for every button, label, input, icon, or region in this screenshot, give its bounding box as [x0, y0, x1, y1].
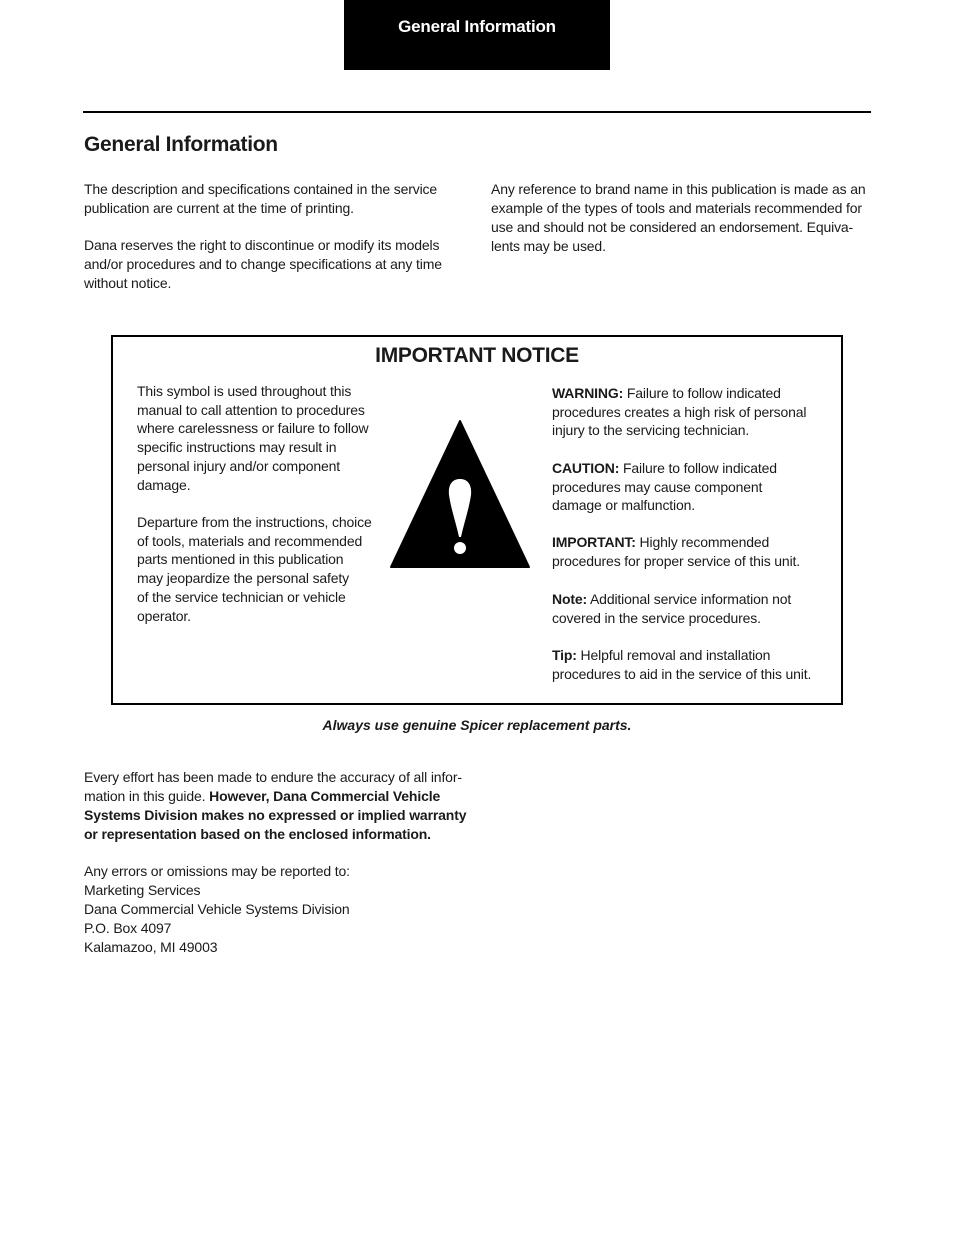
- notice-title: IMPORTANT NOTICE: [375, 344, 579, 367]
- notice-text: of the service technician or vehicle: [137, 588, 346, 605]
- contact-po-box: P.O. Box 4097: [84, 920, 172, 936]
- intro-text: without notice.: [84, 275, 172, 291]
- intro-right-paragraph: [491, 180, 866, 256]
- note-label: Note:: [552, 591, 588, 607]
- disclaimer-paragraph: [84, 768, 466, 844]
- notice-text: damage or malfunction.: [552, 497, 696, 514]
- notice-caution-definition: [552, 459, 777, 515]
- notice-text: procedures creates a high risk of personal: [552, 403, 807, 420]
- notice-text: may jeopardize the personal safety: [137, 570, 350, 587]
- intro-text: Dana reserves the right to discontinue or modify its models: [84, 237, 440, 253]
- notice-text: Additional service information not: [587, 591, 792, 607]
- intro-text: and/or procedures and to change specifications at any time: [84, 256, 442, 272]
- disclaimer-text: mation in this guide.: [84, 788, 210, 804]
- notice-text: Departure from the instructions, choice: [137, 514, 372, 530]
- intro-left-paragraph-1: [84, 180, 437, 218]
- notice-note-definition: [552, 590, 791, 627]
- notice-text: manual to call attention to procedures: [137, 401, 365, 418]
- notice-text: This symbol is used throughout this: [137, 383, 352, 399]
- notice-text: procedures for proper service of this unit.: [552, 552, 801, 569]
- notice-text: of tools, materials and recommended: [137, 532, 363, 549]
- notice-symbol-paragraph: [137, 382, 368, 494]
- header-rule: [83, 111, 871, 113]
- notice-text: Failure to follow indicated: [619, 460, 777, 476]
- notice-text: procedures to aid in the service of this unit.: [552, 665, 812, 682]
- contact-address-block: [84, 862, 350, 957]
- notice-text: procedures may cause component: [552, 478, 763, 495]
- notice-text: operator.: [137, 607, 191, 624]
- important-label: IMPORTANT:: [552, 534, 636, 550]
- notice-text: covered in the service procedures.: [552, 609, 761, 626]
- notice-text: parts mentioned in this publication: [137, 551, 344, 568]
- header-tab: [344, 0, 610, 70]
- disclaimer-text: Every effort has been made to endure the accuracy of all infor-: [84, 769, 462, 785]
- contact-text: Any errors or omissions may be reported to:: [84, 863, 350, 879]
- notice-text: Helpful removal and installation: [576, 647, 771, 663]
- disclaimer-bold-text: Systems Division makes no expressed or implied warranty: [84, 807, 467, 823]
- spicer-parts-caption: Always use genuine Spicer replacement parts.: [322, 717, 632, 733]
- disclaimer-bold-text: However, Dana Commercial Vehicle: [209, 788, 441, 804]
- tip-label: Tip:: [552, 647, 577, 663]
- page-title: General Information: [84, 133, 278, 156]
- notice-text: where carelessness or failure to follow: [137, 420, 369, 437]
- disclaimer-bold-text: or representation based on the enclosed information.: [84, 826, 431, 842]
- notice-text: personal injury and/or component: [137, 457, 340, 474]
- notice-text: Highly recommended: [635, 534, 770, 550]
- warning-label: WARNING:: [552, 385, 624, 401]
- notice-text: damage.: [137, 476, 191, 493]
- contact-department: Marketing Services: [84, 882, 201, 898]
- intro-text: Any reference to brand name in this publication is made as an: [491, 181, 866, 197]
- notice-tip-definition: [552, 646, 811, 683]
- intro-text: The description and specifications contained in the service: [84, 181, 438, 197]
- intro-left-paragraph-2: [84, 236, 442, 293]
- notice-text: injury to the servicing technician.: [552, 422, 750, 439]
- notice-text: specific instructions may result in: [137, 439, 337, 456]
- notice-warning-definition: [552, 384, 806, 440]
- warning-triangle-icon: [389, 419, 531, 569]
- important-notice-box: [111, 335, 843, 705]
- header-tab-label: General Information: [398, 17, 556, 36]
- contact-company: Dana Commercial Vehicle Systems Division: [84, 901, 350, 917]
- intro-text: use and should not be considered an endorsement. Equiva-: [491, 219, 854, 235]
- intro-text: lents may be used.: [491, 238, 606, 254]
- intro-text: example of the types of tools and materials recommended for: [491, 200, 862, 216]
- contact-city: Kalamazoo, MI 49003: [84, 939, 218, 955]
- caution-label: CAUTION:: [552, 460, 620, 476]
- intro-text: publication are current at the time of printing.: [84, 200, 354, 216]
- notice-important-definition: [552, 533, 800, 570]
- notice-text: Failure to follow indicated: [623, 385, 781, 401]
- notice-departure-paragraph: [137, 513, 372, 625]
